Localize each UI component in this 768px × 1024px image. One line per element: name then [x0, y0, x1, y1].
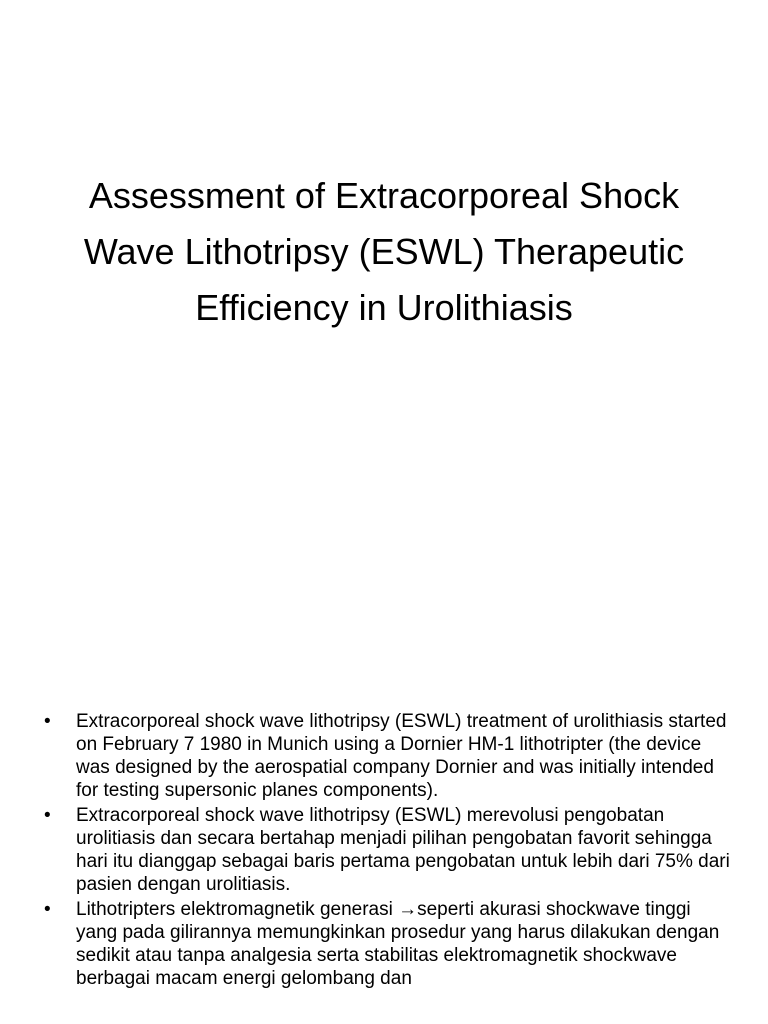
list-item [44, 898, 734, 990]
list-item [44, 710, 734, 802]
bullet-text: Lithotripters elektromagnetik generasi →seperti akurasi shockwave tinggi yang pada gilirannya memungkinkan prosedur yang harus dilakukan dengan sedikit atau tanpa analgesia serta stabilitas elektromagnetik shockwave berbagai macam energi gelombang dan [76, 899, 720, 989]
bullet-list [44, 710, 734, 992]
list-item [44, 804, 734, 896]
bullet-dot-icon: • [44, 805, 51, 826]
bullet-dot-icon: • [44, 711, 51, 732]
bullet-text: Extracorporeal shock wave lithotripsy (ESWL) merevolusi pengobatan urolitiasis dan secara bertahap menjadi pilihan pengobatan favorit sehingga hari itu dianggap sebagai baris pertama pengobatan untuk lebih dari 75% dari pasien dengan urolitiasis. [76, 805, 730, 895]
bullet-text: Extracorporeal shock wave lithotripsy (ESWL) treatment of urolithiasis started on February 7 1980 in Munich using a Dornier HM-1 lithotripter (the device was designed by the aerospatial company Dornier and was initially intended for testing supersonic planes components). [76, 711, 727, 801]
slide-title: Assessment of Extracorporeal Shock Wave Lithotripsy (ESWL) Therapeutic Efficiency in Urolithiasis [83, 175, 685, 328]
bullet-dot-icon: • [44, 899, 51, 920]
